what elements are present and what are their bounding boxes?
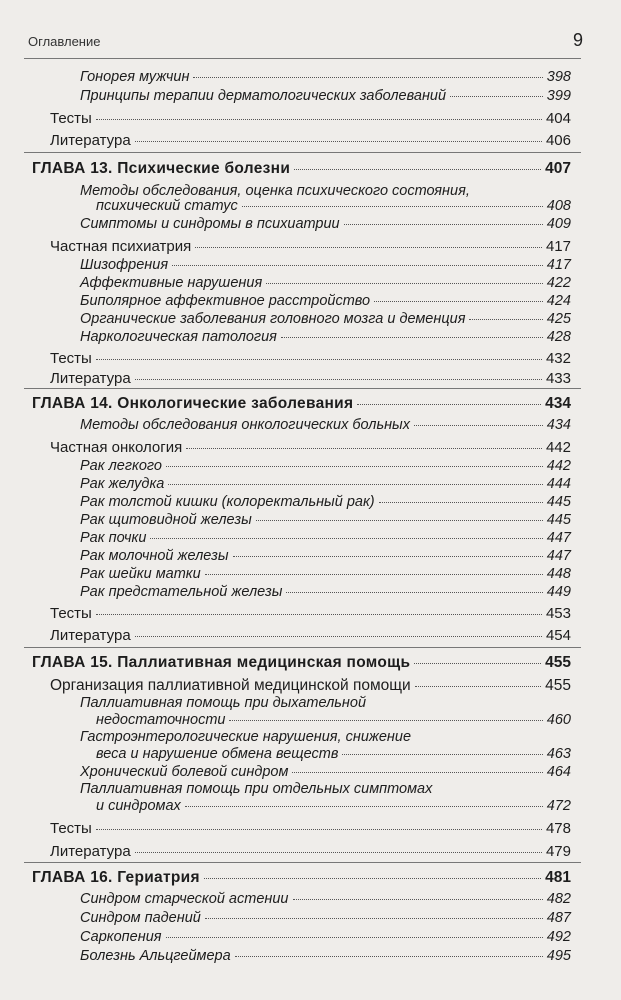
toc-entry[interactable]: психический статус 408: [96, 198, 571, 214]
toc-entry[interactable]: Принципы терапии дерматологических заболеваний 399: [80, 88, 571, 104]
toc-page: 408: [546, 198, 571, 214]
toc-entry[interactable]: Литература 479: [50, 843, 571, 860]
toc-page: 428: [546, 329, 571, 345]
page-number: 9: [572, 30, 583, 50]
leader-dots: [256, 520, 543, 521]
leader-dots: [294, 169, 541, 170]
toc-page: 449: [546, 584, 571, 600]
leader-dots: [96, 829, 542, 830]
leader-dots: [450, 96, 543, 97]
chapter-rule: [24, 862, 581, 863]
toc-page: 417: [545, 238, 571, 255]
toc-chapter[interactable]: ГЛАВА 14. Онкологические заболевания 434: [32, 395, 571, 412]
toc-entry-line1: Паллиативная помощь при дыхательной: [80, 695, 367, 711]
leader-dots: [415, 686, 541, 687]
toc-page: 447: [546, 530, 571, 546]
toc-entry[interactable]: Рак шейки матки 448: [80, 566, 571, 582]
toc-page: 444: [546, 476, 571, 492]
toc-entry[interactable]: Рак предстательной железы 449: [80, 584, 571, 600]
toc-page: 442: [545, 439, 571, 456]
toc-entry[interactable]: Тесты 404: [50, 110, 571, 127]
leader-dots: [185, 806, 543, 807]
leader-dots: [135, 379, 542, 380]
leader-dots: [379, 502, 543, 503]
toc-entry[interactable]: Организация паллиативной медицинской помощи 455: [50, 677, 571, 694]
toc-page: 479: [545, 843, 571, 860]
toc-page: 398: [546, 69, 571, 85]
toc-entry[interactable]: Шизофрения 417: [80, 257, 571, 273]
toc-page: 425: [546, 311, 571, 327]
toc-entry[interactable]: недостаточности 460: [96, 712, 571, 728]
toc-entry[interactable]: Частная психиатрия 417: [50, 238, 571, 255]
toc-page: 460: [546, 712, 571, 728]
toc-page: 399: [546, 88, 571, 104]
toc-page: 455: [545, 654, 571, 671]
toc-page: 407: [545, 160, 571, 177]
leader-dots: [168, 484, 542, 485]
leader-dots: [172, 265, 543, 266]
toc-page: 455: [545, 677, 571, 694]
toc-page: 445: [546, 512, 571, 528]
leader-dots: [242, 206, 543, 207]
toc-page: 464: [546, 764, 571, 780]
toc-page: 406: [545, 132, 571, 149]
toc-entry[interactable]: Методы обследования онкологических больных 434: [80, 417, 571, 433]
leader-dots: [374, 301, 543, 302]
page-header: [24, 30, 583, 54]
toc-entry[interactable]: Литература 433: [50, 370, 571, 387]
leader-dots: [292, 772, 542, 773]
toc-entry[interactable]: Рак почки 447: [80, 530, 571, 546]
toc-page: 404: [545, 110, 571, 127]
toc-entry[interactable]: Органические заболевания головного мозга и деменция 425: [80, 311, 571, 327]
toc-page: 422: [546, 275, 571, 291]
toc-entry[interactable]: Рак желудка 444: [80, 476, 571, 492]
leader-dots: [469, 319, 542, 320]
leader-dots: [342, 754, 542, 755]
toc-page: 434: [545, 395, 571, 412]
toc-page: 432: [545, 350, 571, 367]
toc-page: 472: [546, 798, 571, 814]
toc-page: 445: [546, 494, 571, 510]
toc-chapter[interactable]: ГЛАВА 15. Паллиативная медицинская помощь 455: [32, 654, 571, 671]
toc-entry[interactable]: Тесты 453: [50, 605, 571, 622]
header-rule: [24, 58, 581, 59]
toc-page: 495: [546, 948, 571, 964]
chapter-rule: [24, 647, 581, 648]
toc-entry[interactable]: и синдромах 472: [96, 798, 571, 814]
toc-entry[interactable]: Синдром старческой астении 482: [80, 891, 571, 907]
leader-dots: [166, 937, 543, 938]
toc-chapter[interactable]: ГЛАВА 16. Гериатрия 481: [32, 869, 571, 886]
leader-dots: [344, 224, 543, 225]
leader-dots: [205, 918, 543, 919]
leader-dots: [204, 878, 541, 879]
leader-dots: [233, 556, 543, 557]
chapter-rule: [24, 388, 581, 389]
leader-dots: [414, 663, 541, 664]
toc-page: 454: [545, 627, 571, 644]
running-header: Оглавление: [28, 34, 101, 49]
toc-entry[interactable]: Наркологическая патология 428: [80, 329, 571, 345]
toc-entry[interactable]: Частная онкология 442: [50, 439, 571, 456]
toc-entry[interactable]: Хронический болевой синдром 464: [80, 764, 571, 780]
toc-entry[interactable]: Литература 406: [50, 132, 571, 149]
toc-entry[interactable]: Рак щитовидной железы 445: [80, 512, 571, 528]
toc-entry[interactable]: веса и нарушение обмена веществ 463: [96, 746, 571, 762]
toc-page: 487: [546, 910, 571, 926]
leader-dots: [135, 852, 542, 853]
toc-page: 442: [546, 458, 571, 474]
leader-dots: [414, 425, 543, 426]
leader-dots: [293, 899, 543, 900]
toc-entry[interactable]: Биполярное аффективное расстройство 424: [80, 293, 571, 309]
toc-entry[interactable]: Литература 454: [50, 627, 571, 644]
toc-entry-line1: Паллиативная помощь при отдельных симптомах: [80, 781, 433, 797]
toc-entry[interactable]: Болезнь Альцгеймера 495: [80, 948, 571, 964]
toc-page: 434: [546, 417, 571, 433]
toc-entry-line1: Методы обследования, оценка психического состояния,: [80, 183, 470, 199]
toc-page: 417: [546, 257, 571, 273]
toc-page: 478: [545, 820, 571, 837]
toc-page: 492: [546, 929, 571, 945]
leader-dots: [166, 466, 543, 467]
leader-dots: [186, 448, 542, 449]
leader-dots: [281, 337, 543, 338]
toc-entry[interactable]: Симптомы и синдромы в психиатрии 409: [80, 216, 571, 232]
leader-dots: [96, 359, 542, 360]
toc-entry[interactable]: Аффективные нарушения 422: [80, 275, 571, 291]
leader-dots: [286, 592, 542, 593]
toc-entry[interactable]: Саркопения 492: [80, 929, 571, 945]
toc-chapter[interactable]: ГЛАВА 13. Психические болезни 407: [32, 160, 571, 177]
toc-page: 482: [546, 891, 571, 907]
toc-page: 447: [546, 548, 571, 564]
leader-dots: [205, 574, 543, 575]
toc-entry[interactable]: Рак молочной железы 447: [80, 548, 571, 564]
toc-page: 433: [545, 370, 571, 387]
toc-page: 463: [546, 746, 571, 762]
toc-page: 448: [546, 566, 571, 582]
leader-dots: [266, 283, 543, 284]
toc-page: 409: [546, 216, 571, 232]
leader-dots: [235, 956, 543, 957]
toc-entry[interactable]: Тесты 432: [50, 350, 571, 367]
toc-page: 453: [545, 605, 571, 622]
toc-page: 424: [546, 293, 571, 309]
leader-dots: [135, 636, 542, 637]
leader-dots: [193, 77, 542, 78]
toc-entry[interactable]: Рак толстой кишки (колоректальный рак) 445: [80, 494, 571, 510]
toc-entry[interactable]: Рак легкого 442: [80, 458, 571, 474]
chapter-rule: [24, 152, 581, 153]
toc-entry[interactable]: Гонорея мужчин 398: [80, 69, 571, 85]
leader-dots: [96, 614, 542, 615]
leader-dots: [150, 538, 542, 539]
leader-dots: [229, 720, 542, 721]
toc-entry[interactable]: Тесты 478: [50, 820, 571, 837]
toc-entry[interactable]: Синдром падений 487: [80, 910, 571, 926]
toc-page: 481: [545, 869, 571, 886]
leader-dots: [195, 247, 542, 248]
leader-dots: [357, 404, 541, 405]
leader-dots: [135, 141, 542, 142]
toc-entry-line1: Гастроэнтерологические нарушения, снижение: [80, 729, 412, 745]
leader-dots: [96, 119, 542, 120]
